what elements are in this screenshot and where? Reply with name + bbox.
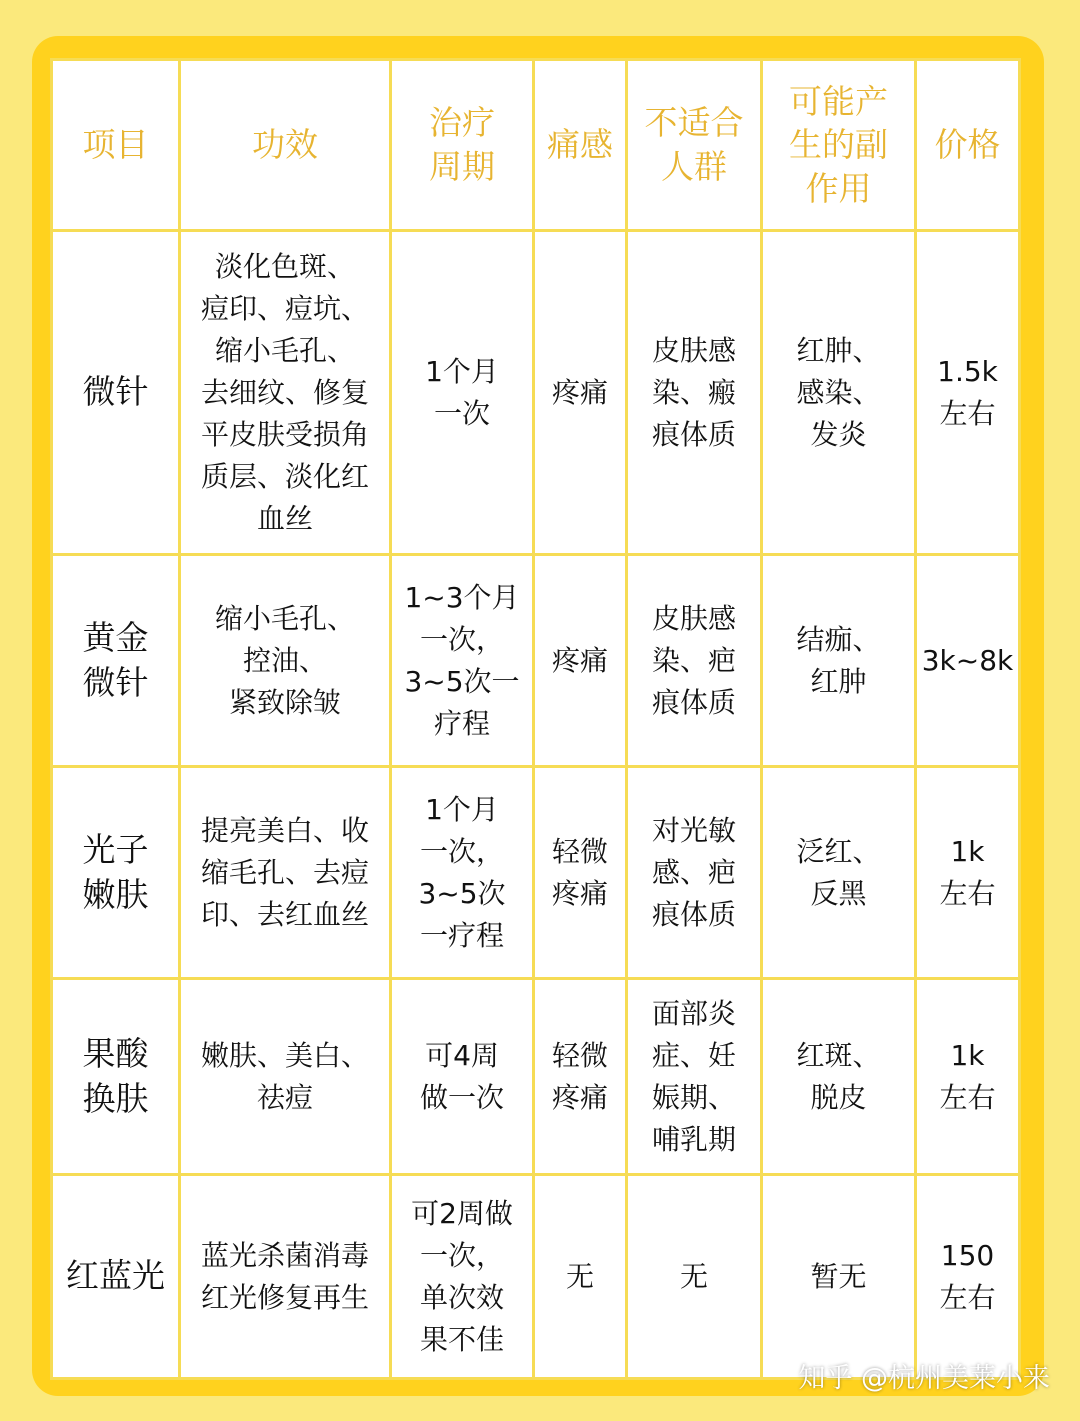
cell-price: 1k 左右 <box>916 767 1020 979</box>
cell-side-effects: 红肿、 感染、 发炎 <box>762 231 916 555</box>
cell-unsuitable: 皮肤感 染、疤 痕体质 <box>627 555 762 767</box>
cell-price: 1k 左右 <box>916 979 1020 1175</box>
treatment-comparison-table <box>50 58 1021 1380</box>
watermark: 知乎 @杭州美莱小来 <box>798 1363 1050 1394</box>
cell-item: 光子 嫩肤 <box>52 767 180 979</box>
cell-side-effects: 泛红、 反黑 <box>762 767 916 979</box>
table-row <box>52 555 1020 767</box>
cell-effect: 缩小毛孔、 控油、 紧致除皱 <box>180 555 391 767</box>
cell-effect: 嫩肤、美白、 祛痘 <box>180 979 391 1175</box>
header-row <box>52 60 1020 231</box>
cell-item: 果酸 换肤 <box>52 979 180 1175</box>
header-pain: 痛感 <box>534 60 627 231</box>
cell-unsuitable: 面部炎 症、妊 娠期、 哺乳期 <box>627 979 762 1175</box>
table-row <box>52 1175 1020 1379</box>
cell-price: 1.5k 左右 <box>916 231 1020 555</box>
cell-cycle: 1个月 一次， 3~5次 一疗程 <box>391 767 534 979</box>
header-cycle: 治疗 周期 <box>391 60 534 231</box>
cell-pain: 疼痛 <box>534 555 627 767</box>
cell-effect: 蓝光杀菌消毒 红光修复再生 <box>180 1175 391 1379</box>
cell-cycle: 可2周做 一次， 单次效 果不佳 <box>391 1175 534 1379</box>
cell-effect: 淡化色斑、 痘印、痘坑、 缩小毛孔、 去细纹、修复 平皮肤受损角 质层、淡化红 血丝 <box>180 231 391 555</box>
cell-item: 红蓝光 <box>52 1175 180 1379</box>
cell-cycle: 1~3个月 一次， 3~5次一 疗程 <box>391 555 534 767</box>
cell-pain: 轻微 疼痛 <box>534 979 627 1175</box>
header-item: 项目 <box>52 60 180 231</box>
cell-unsuitable: 对光敏 感、疤 痕体质 <box>627 767 762 979</box>
cell-side-effects: 红斑、 脱皮 <box>762 979 916 1175</box>
header-unsuitable: 不适合 人群 <box>627 60 762 231</box>
cell-side-effects: 暂无 <box>762 1175 916 1379</box>
table-row <box>52 767 1020 979</box>
cell-pain: 轻微 疼痛 <box>534 767 627 979</box>
header-side-effects: 可能产 生的副 作用 <box>762 60 916 231</box>
cell-cycle: 可4周 做一次 <box>391 979 534 1175</box>
cell-price: 150 左右 <box>916 1175 1020 1379</box>
header-effect: 功效 <box>180 60 391 231</box>
cell-item: 黄金 微针 <box>52 555 180 767</box>
cell-pain: 无 <box>534 1175 627 1379</box>
cell-side-effects: 结痂、 红肿 <box>762 555 916 767</box>
table-row <box>52 979 1020 1175</box>
cell-unsuitable: 皮肤感 染、瘢 痕体质 <box>627 231 762 555</box>
cell-cycle: 1个月 一次 <box>391 231 534 555</box>
cell-pain: 疼痛 <box>534 231 627 555</box>
table-row <box>52 231 1020 555</box>
header-price: 价格 <box>916 60 1020 231</box>
cell-unsuitable: 无 <box>627 1175 762 1379</box>
cell-item: 微针 <box>52 231 180 555</box>
cell-price: 3k~8k <box>916 555 1020 767</box>
cell-effect: 提亮美白、收 缩毛孔、去痘 印、去红血丝 <box>180 767 391 979</box>
